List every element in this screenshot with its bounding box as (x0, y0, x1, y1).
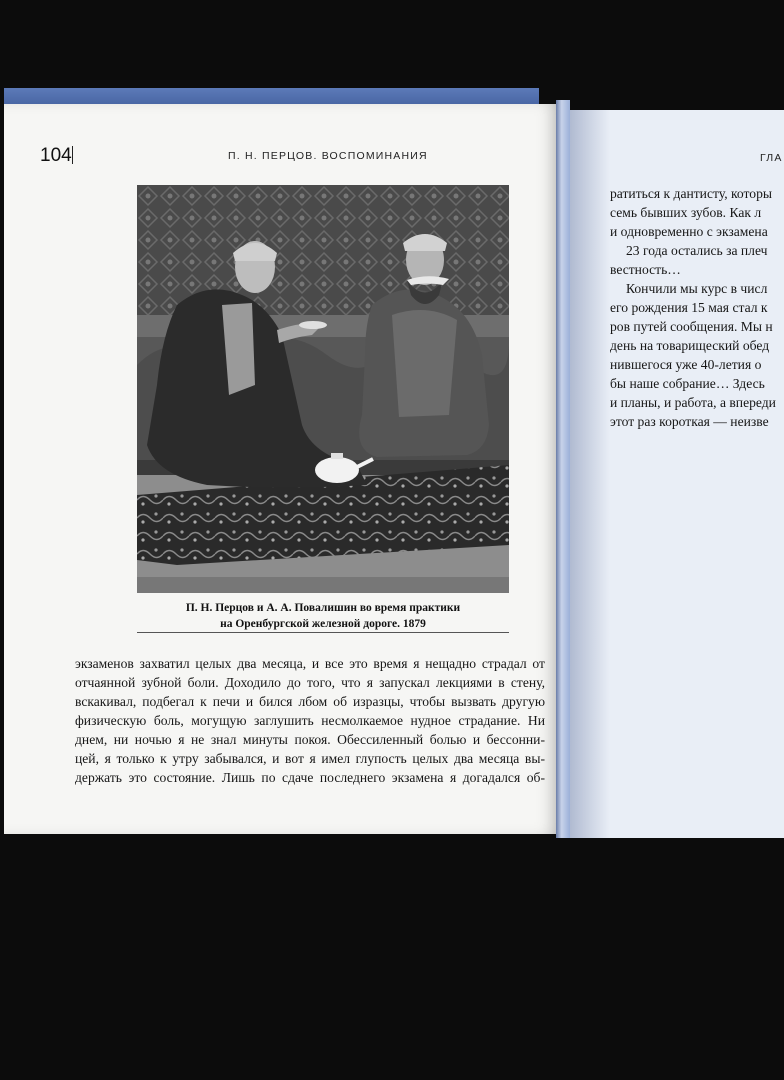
photo-caption (137, 600, 509, 632)
right-running-head: ГЛА (760, 152, 783, 164)
text-line: вестность… (610, 262, 681, 277)
text-line: этот раз короткая — неизве (610, 414, 769, 429)
page-number-divider (72, 146, 73, 164)
text-line: ров путей сообщения. Мы н (610, 319, 773, 334)
book-gutter (556, 100, 570, 838)
text-line: физическую боль, могущую заглушить несмолкаемое нудное страдание. Ни (75, 713, 545, 728)
text-line: 23 года остались за плеч (626, 243, 768, 258)
historical-photograph (137, 185, 509, 593)
text-line: его рождения 15 мая стал к (610, 300, 768, 315)
text-line: бы наше собрание… Здесь (610, 376, 765, 391)
text-line: день на товарищеский обед (610, 338, 770, 353)
text-line: и планы, и работа, а впереди (610, 395, 776, 410)
caption-line: П. Н. Перцов и А. А. Повалишин во время практики (185, 602, 461, 614)
text-line: нившегося уже 40-летия о (610, 357, 762, 372)
running-head: П. Н. ПЕРЦОВ. ВОСПОМИНАНИЯ (228, 150, 428, 162)
text-line: цей, я только к утру забывался, и вот я имел глупость целых два месяца вы- (75, 751, 545, 766)
caption-divider (137, 632, 509, 633)
text-line: и одновременно с экзамена (610, 224, 768, 239)
caption-line: на Оренбургской железной дороге. 1879 (220, 618, 426, 630)
text-line: семь бывших зубов. Как л (610, 205, 762, 220)
text-line: днем, ни ночью я не знал минуты покоя. Обессиленный болью и бессонни- (75, 732, 545, 747)
page-number: 104 (40, 145, 72, 166)
text-line: вскакивал, подбегал к печи и бился лбом об изразцы, чтобы вызвать другую (75, 694, 545, 709)
text-line: отчаянной зубной боли. Доходило до того, что я запускал лекциями в стену, (75, 675, 545, 690)
text-line: экзаменов захватил целых два месяца, и все это время я нещадно страдал от (75, 656, 545, 671)
text-line: Кончили мы курс в числ (626, 281, 768, 296)
text-line: ратиться к дантисту, которы (610, 186, 773, 201)
text-line: держать это состояние. Лишь по сдаче последнего экзамена я догадался об- (75, 770, 545, 785)
